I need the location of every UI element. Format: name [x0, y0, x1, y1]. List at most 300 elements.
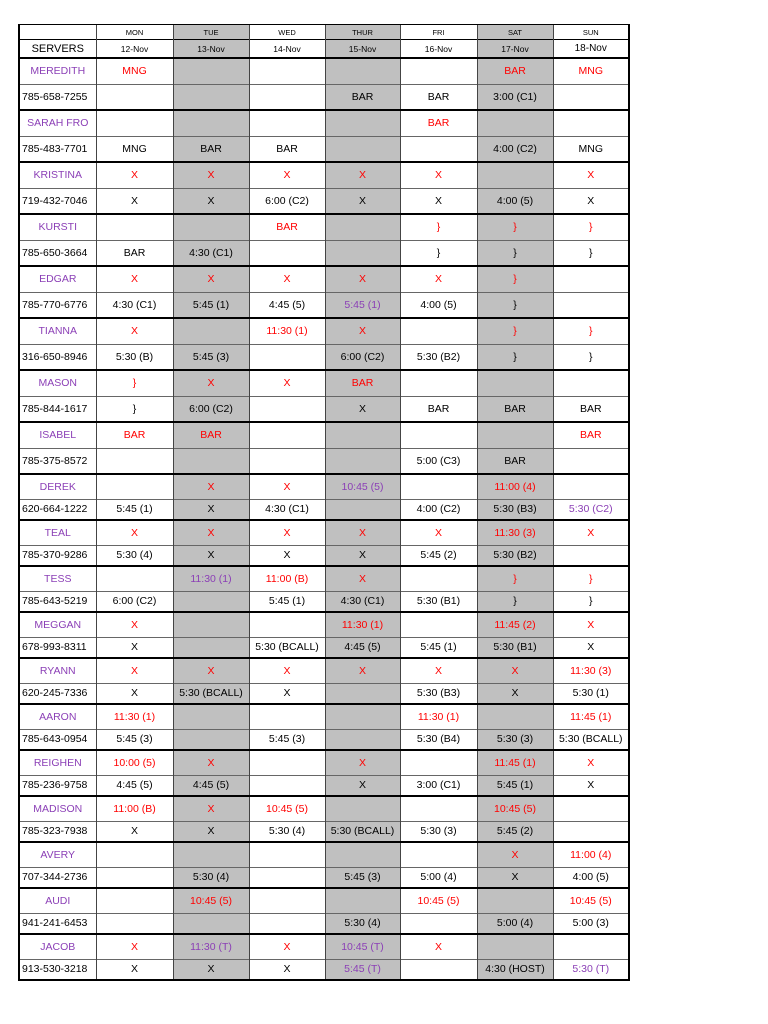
day-label-fri: FRI	[400, 25, 477, 40]
shift-cell-fri: }	[400, 214, 477, 240]
shift-cell-thur: X	[325, 188, 400, 214]
shift-cell-fri: 5:30 (B1)	[400, 591, 477, 612]
day-label-wed: WED	[249, 25, 325, 40]
shift-cell-wed	[249, 58, 325, 84]
shift-cell-thur: 5:30 (4)	[325, 913, 400, 934]
shift-cell-sat: }	[477, 566, 553, 591]
shift-cell-fri	[400, 422, 477, 448]
shift-cell-tue	[173, 214, 249, 240]
server-name-row	[19, 266, 629, 292]
server-name-row	[19, 474, 629, 499]
shift-cell-mon: X	[96, 520, 173, 545]
shift-cell-sat: BAR	[477, 448, 553, 474]
server-name: TIANNA	[19, 318, 96, 344]
shift-cell-mon: 11:00 (B)	[96, 796, 173, 821]
server-phone-row	[19, 240, 629, 266]
shift-cell-mon	[96, 842, 173, 867]
server-phone: 785-236-9758	[19, 775, 96, 796]
shift-cell-wed	[249, 110, 325, 136]
shift-cell-sat	[477, 370, 553, 396]
shift-cell-wed: 5:45 (3)	[249, 729, 325, 750]
server-phone: 785-483-7701	[19, 136, 96, 162]
date-label-tue: 13-Nov	[173, 40, 249, 59]
shift-cell-sun: 5:30 (BCALL)	[553, 729, 629, 750]
shift-cell-mon: BAR	[96, 240, 173, 266]
shift-cell-sun	[553, 292, 629, 318]
shift-cell-mon: 4:45 (5)	[96, 775, 173, 796]
shift-cell-wed	[249, 612, 325, 637]
shift-cell-tue: X	[173, 499, 249, 520]
shift-cell-thur	[325, 499, 400, 520]
shift-cell-thur: 5:45 (1)	[325, 292, 400, 318]
server-name-row	[19, 318, 629, 344]
server-phone-row	[19, 344, 629, 370]
shift-cell-sun: X	[553, 775, 629, 796]
day-label-thur: THUR	[325, 25, 400, 40]
shift-cell-fri: BAR	[400, 110, 477, 136]
shift-cell-mon: MNG	[96, 136, 173, 162]
shift-cell-tue	[173, 637, 249, 658]
shift-cell-sun	[553, 266, 629, 292]
server-name: MEGGAN	[19, 612, 96, 637]
shift-cell-fri: X	[400, 266, 477, 292]
shift-cell-sun	[553, 821, 629, 842]
shift-cell-thur	[325, 842, 400, 867]
day-label-sat: SAT	[477, 25, 553, 40]
shift-cell-sun	[553, 448, 629, 474]
shift-cell-thur: 5:45 (T)	[325, 959, 400, 980]
shift-cell-wed: X	[249, 934, 325, 959]
shift-cell-sun	[553, 84, 629, 110]
server-phone-row	[19, 683, 629, 704]
shift-cell-wed: X	[249, 162, 325, 188]
server-name-row	[19, 370, 629, 396]
shift-cell-mon: 11:30 (1)	[96, 704, 173, 729]
server-phone-row	[19, 591, 629, 612]
server-phone-row	[19, 448, 629, 474]
server-phone-row	[19, 499, 629, 520]
shift-cell-sun: }	[553, 240, 629, 266]
shift-cell-sat: }	[477, 240, 553, 266]
shift-cell-fri: 4:00 (5)	[400, 292, 477, 318]
shift-cell-fri: 5:30 (B3)	[400, 683, 477, 704]
shift-cell-thur	[325, 214, 400, 240]
servers-label: SERVERS	[19, 40, 96, 59]
shift-cell-wed	[249, 448, 325, 474]
server-phone-row	[19, 396, 629, 422]
shift-cell-sun: X	[553, 162, 629, 188]
server-name: AVERY	[19, 842, 96, 867]
server-phone: 707-344-2736	[19, 867, 96, 888]
shift-cell-sun: X	[553, 520, 629, 545]
shift-cell-sun	[553, 370, 629, 396]
shift-cell-mon	[96, 913, 173, 934]
shift-cell-thur	[325, 888, 400, 913]
shift-cell-thur	[325, 240, 400, 266]
date-header-row	[19, 40, 629, 59]
server-name-row	[19, 750, 629, 775]
shift-cell-sun: 4:00 (5)	[553, 867, 629, 888]
shift-cell-thur	[325, 704, 400, 729]
shift-cell-tue: 5:45 (1)	[173, 292, 249, 318]
shift-cell-sat: X	[477, 683, 553, 704]
shift-cell-sat: }	[477, 266, 553, 292]
shift-cell-tue: X	[173, 796, 249, 821]
shift-cell-sun	[553, 110, 629, 136]
shift-cell-fri: 3:00 (C1)	[400, 775, 477, 796]
shift-cell-thur	[325, 422, 400, 448]
shift-cell-fri: 10:45 (5)	[400, 888, 477, 913]
shift-cell-sat: 11:45 (2)	[477, 612, 553, 637]
server-name: EDGAR	[19, 266, 96, 292]
schedule-body	[19, 58, 629, 980]
shift-cell-mon: 4:30 (C1)	[96, 292, 173, 318]
shift-cell-fri	[400, 474, 477, 499]
shift-cell-fri	[400, 566, 477, 591]
shift-cell-thur: 5:45 (3)	[325, 867, 400, 888]
server-phone: 620-245-7336	[19, 683, 96, 704]
day-label-sun: SUN	[553, 25, 629, 40]
shift-cell-mon: }	[96, 370, 173, 396]
shift-cell-fri: 5:30 (B4)	[400, 729, 477, 750]
shift-cell-thur: X	[325, 775, 400, 796]
server-phone-row	[19, 913, 629, 934]
shift-cell-wed	[249, 775, 325, 796]
shift-cell-wed	[249, 422, 325, 448]
day-label-mon: MON	[96, 25, 173, 40]
shift-cell-fri	[400, 612, 477, 637]
server-name: KRISTINA	[19, 162, 96, 188]
shift-cell-mon: 5:45 (3)	[96, 729, 173, 750]
shift-cell-sun	[553, 474, 629, 499]
shift-cell-wed: X	[249, 683, 325, 704]
shift-cell-fri: X	[400, 188, 477, 214]
shift-cell-tue: BAR	[173, 136, 249, 162]
server-name: TESS	[19, 566, 96, 591]
shift-cell-thur: 4:30 (C1)	[325, 591, 400, 612]
shift-cell-mon	[96, 474, 173, 499]
shift-cell-sat	[477, 110, 553, 136]
shift-cell-thur: BAR	[325, 84, 400, 110]
server-name-row	[19, 658, 629, 683]
shift-cell-sat: X	[477, 658, 553, 683]
shift-cell-thur: 4:45 (5)	[325, 637, 400, 658]
shift-cell-wed	[249, 344, 325, 370]
shift-cell-tue	[173, 591, 249, 612]
shift-cell-thur	[325, 448, 400, 474]
shift-cell-sun: 5:30 (C2)	[553, 499, 629, 520]
shift-cell-tue	[173, 84, 249, 110]
shift-cell-sun	[553, 934, 629, 959]
server-phone: 316-650-8946	[19, 344, 96, 370]
shift-cell-tue: 4:30 (C1)	[173, 240, 249, 266]
shift-cell-sun: 11:30 (3)	[553, 658, 629, 683]
shift-cell-mon: X	[96, 318, 173, 344]
shift-cell-mon: X	[96, 683, 173, 704]
server-phone: 941-241-6453	[19, 913, 96, 934]
shift-cell-tue: 11:30 (T)	[173, 934, 249, 959]
shift-cell-thur: X	[325, 750, 400, 775]
shift-cell-mon	[96, 867, 173, 888]
shift-cell-tue: 5:45 (3)	[173, 344, 249, 370]
shift-cell-fri: }	[400, 240, 477, 266]
server-phone: 785-658-7255	[19, 84, 96, 110]
shift-cell-tue: X	[173, 520, 249, 545]
shift-cell-tue	[173, 612, 249, 637]
shift-cell-thur: X	[325, 396, 400, 422]
shift-cell-tue: 4:45 (5)	[173, 775, 249, 796]
shift-cell-sun: }	[553, 318, 629, 344]
shift-cell-sun	[553, 796, 629, 821]
shift-cell-wed: 10:45 (5)	[249, 796, 325, 821]
shift-cell-tue: 5:30 (BCALL)	[173, 683, 249, 704]
server-name-row	[19, 110, 629, 136]
shift-cell-sat	[477, 888, 553, 913]
server-phone: 785-323-7938	[19, 821, 96, 842]
shift-cell-sun: 10:45 (5)	[553, 888, 629, 913]
server-phone: 785-770-6776	[19, 292, 96, 318]
shift-cell-sun: 5:30 (T)	[553, 959, 629, 980]
shift-cell-mon: 6:00 (C2)	[96, 591, 173, 612]
server-phone: 913-530-3218	[19, 959, 96, 980]
shift-cell-tue	[173, 448, 249, 474]
shift-cell-mon: X	[96, 637, 173, 658]
server-name-row	[19, 934, 629, 959]
shift-cell-wed	[249, 913, 325, 934]
shift-cell-sat: 5:45 (2)	[477, 821, 553, 842]
shift-cell-sat: 5:30 (B2)	[477, 545, 553, 566]
day-label-tue: TUE	[173, 25, 249, 40]
server-phone-row	[19, 188, 629, 214]
shift-cell-wed: X	[249, 959, 325, 980]
shift-cell-sat: X	[477, 867, 553, 888]
shift-cell-thur	[325, 136, 400, 162]
date-label-sun: 18-Nov	[553, 40, 629, 59]
server-phone-row	[19, 867, 629, 888]
shift-cell-sat: BAR	[477, 396, 553, 422]
date-label-mon: 12-Nov	[96, 40, 173, 59]
schedule-header	[19, 25, 629, 59]
server-phone-row	[19, 136, 629, 162]
shift-cell-tue	[173, 318, 249, 344]
server-phone-row	[19, 545, 629, 566]
shift-cell-tue: X	[173, 266, 249, 292]
shift-cell-wed	[249, 842, 325, 867]
server-name: AUDI	[19, 888, 96, 913]
server-name: REIGHEN	[19, 750, 96, 775]
shift-cell-tue: 6:00 (C2)	[173, 396, 249, 422]
shift-cell-wed: 4:30 (C1)	[249, 499, 325, 520]
shift-cell-thur: 10:45 (5)	[325, 474, 400, 499]
shift-cell-fri: X	[400, 934, 477, 959]
shift-cell-thur: X	[325, 545, 400, 566]
shift-cell-tue: BAR	[173, 422, 249, 448]
shift-cell-tue: X	[173, 370, 249, 396]
shift-cell-sun: X	[553, 750, 629, 775]
shift-cell-sun: BAR	[553, 422, 629, 448]
shift-cell-fri: 5:30 (3)	[400, 821, 477, 842]
shift-cell-fri	[400, 318, 477, 344]
server-phone-row	[19, 775, 629, 796]
server-name: SARAH FRO	[19, 110, 96, 136]
shift-cell-thur: BAR	[325, 370, 400, 396]
shift-cell-sat: BAR	[477, 58, 553, 84]
shift-cell-sat	[477, 934, 553, 959]
shift-cell-sat: }	[477, 318, 553, 344]
shift-cell-sat: 5:00 (4)	[477, 913, 553, 934]
server-name-row	[19, 612, 629, 637]
date-label-fri: 16-Nov	[400, 40, 477, 59]
shift-cell-fri: 4:00 (C2)	[400, 499, 477, 520]
shift-cell-mon: }	[96, 396, 173, 422]
shift-cell-thur: X	[325, 658, 400, 683]
shift-cell-mon	[96, 214, 173, 240]
shift-cell-mon	[96, 566, 173, 591]
shift-cell-sat	[477, 704, 553, 729]
shift-cell-fri: 5:00 (4)	[400, 867, 477, 888]
server-phone: 785-650-3664	[19, 240, 96, 266]
shift-cell-fri	[400, 842, 477, 867]
shift-cell-sat: }	[477, 214, 553, 240]
server-name-row	[19, 704, 629, 729]
shift-cell-mon: X	[96, 658, 173, 683]
server-name-row	[19, 566, 629, 591]
shift-cell-sun: MNG	[553, 136, 629, 162]
server-name-row	[19, 520, 629, 545]
server-phone: 620-664-1222	[19, 499, 96, 520]
shift-cell-sat	[477, 422, 553, 448]
shift-cell-wed: X	[249, 474, 325, 499]
shift-cell-sun: BAR	[553, 396, 629, 422]
shift-cell-wed: BAR	[249, 214, 325, 240]
shift-cell-mon: X	[96, 612, 173, 637]
shift-cell-mon: X	[96, 266, 173, 292]
shift-cell-tue	[173, 842, 249, 867]
shift-cell-wed: 5:30 (BCALL)	[249, 637, 325, 658]
shift-cell-fri	[400, 913, 477, 934]
shift-cell-wed: 4:45 (5)	[249, 292, 325, 318]
shift-cell-sun	[553, 545, 629, 566]
shift-cell-mon: BAR	[96, 422, 173, 448]
shift-cell-thur: X	[325, 566, 400, 591]
shift-cell-tue	[173, 704, 249, 729]
shift-cell-sat: X	[477, 842, 553, 867]
shift-cell-fri	[400, 58, 477, 84]
shift-cell-mon: X	[96, 934, 173, 959]
shift-cell-fri: BAR	[400, 84, 477, 110]
server-name-row	[19, 888, 629, 913]
server-name: MEREDITH	[19, 58, 96, 84]
shift-cell-mon	[96, 448, 173, 474]
shift-cell-thur: X	[325, 266, 400, 292]
shift-cell-mon: MNG	[96, 58, 173, 84]
shift-cell-wed	[249, 84, 325, 110]
server-phone-row	[19, 637, 629, 658]
shift-cell-sat: 5:30 (3)	[477, 729, 553, 750]
shift-cell-fri	[400, 796, 477, 821]
shift-cell-mon: X	[96, 188, 173, 214]
shift-cell-fri	[400, 136, 477, 162]
server-phone-row	[19, 821, 629, 842]
shift-cell-tue	[173, 110, 249, 136]
shift-cell-thur: 11:30 (1)	[325, 612, 400, 637]
shift-cell-mon: X	[96, 959, 173, 980]
server-name: RYANN	[19, 658, 96, 683]
shift-cell-wed	[249, 867, 325, 888]
shift-cell-wed: 5:30 (4)	[249, 821, 325, 842]
shift-cell-sat: 11:45 (1)	[477, 750, 553, 775]
shift-cell-tue: X	[173, 188, 249, 214]
shift-cell-sat: 11:00 (4)	[477, 474, 553, 499]
shift-cell-thur	[325, 58, 400, 84]
shift-cell-sun: X	[553, 612, 629, 637]
shift-cell-fri: 11:30 (1)	[400, 704, 477, 729]
shift-cell-sun: }	[553, 214, 629, 240]
shift-cell-fri	[400, 959, 477, 980]
shift-cell-fri: X	[400, 520, 477, 545]
server-name: TEAL	[19, 520, 96, 545]
shift-cell-sat	[477, 162, 553, 188]
shift-cell-wed	[249, 704, 325, 729]
server-name-row	[19, 214, 629, 240]
shift-cell-mon	[96, 888, 173, 913]
shift-cell-tue: X	[173, 959, 249, 980]
shift-cell-fri: 5:30 (B2)	[400, 344, 477, 370]
shift-cell-fri: 5:00 (C3)	[400, 448, 477, 474]
shift-cell-wed: X	[249, 370, 325, 396]
shift-cell-sat: }	[477, 292, 553, 318]
shift-cell-wed	[249, 240, 325, 266]
server-phone-row	[19, 292, 629, 318]
server-phone-row	[19, 84, 629, 110]
shift-cell-tue: 10:45 (5)	[173, 888, 249, 913]
server-phone: 785-643-5219	[19, 591, 96, 612]
shift-cell-wed: 11:30 (1)	[249, 318, 325, 344]
shift-cell-fri: 5:45 (2)	[400, 545, 477, 566]
day-header-row	[19, 25, 629, 40]
date-label-sat: 17-Nov	[477, 40, 553, 59]
shift-cell-mon	[96, 84, 173, 110]
shift-cell-wed	[249, 396, 325, 422]
shift-cell-sun: 5:30 (1)	[553, 683, 629, 704]
shift-cell-tue: X	[173, 658, 249, 683]
shift-cell-sun: }	[553, 591, 629, 612]
shift-cell-thur: 5:30 (BCALL)	[325, 821, 400, 842]
shift-cell-mon: 5:30 (4)	[96, 545, 173, 566]
shift-cell-wed: 6:00 (C2)	[249, 188, 325, 214]
server-phone: 678-993-8311	[19, 637, 96, 658]
shift-cell-fri: X	[400, 658, 477, 683]
server-name: AARON	[19, 704, 96, 729]
server-phone: 785-844-1617	[19, 396, 96, 422]
shift-cell-fri	[400, 370, 477, 396]
shift-cell-fri: X	[400, 162, 477, 188]
shift-cell-wed: BAR	[249, 136, 325, 162]
shift-cell-tue: X	[173, 162, 249, 188]
shift-cell-mon: 5:30 (B)	[96, 344, 173, 370]
shift-cell-fri: 5:45 (1)	[400, 637, 477, 658]
shift-cell-wed	[249, 750, 325, 775]
shift-cell-sat: }	[477, 344, 553, 370]
server-name-row	[19, 842, 629, 867]
server-name: ISABEL	[19, 422, 96, 448]
shift-cell-thur: 6:00 (C2)	[325, 344, 400, 370]
shift-cell-wed	[249, 888, 325, 913]
shift-cell-tue	[173, 729, 249, 750]
shift-cell-sun: }	[553, 344, 629, 370]
shift-cell-sun: 11:00 (4)	[553, 842, 629, 867]
shift-cell-mon: X	[96, 821, 173, 842]
